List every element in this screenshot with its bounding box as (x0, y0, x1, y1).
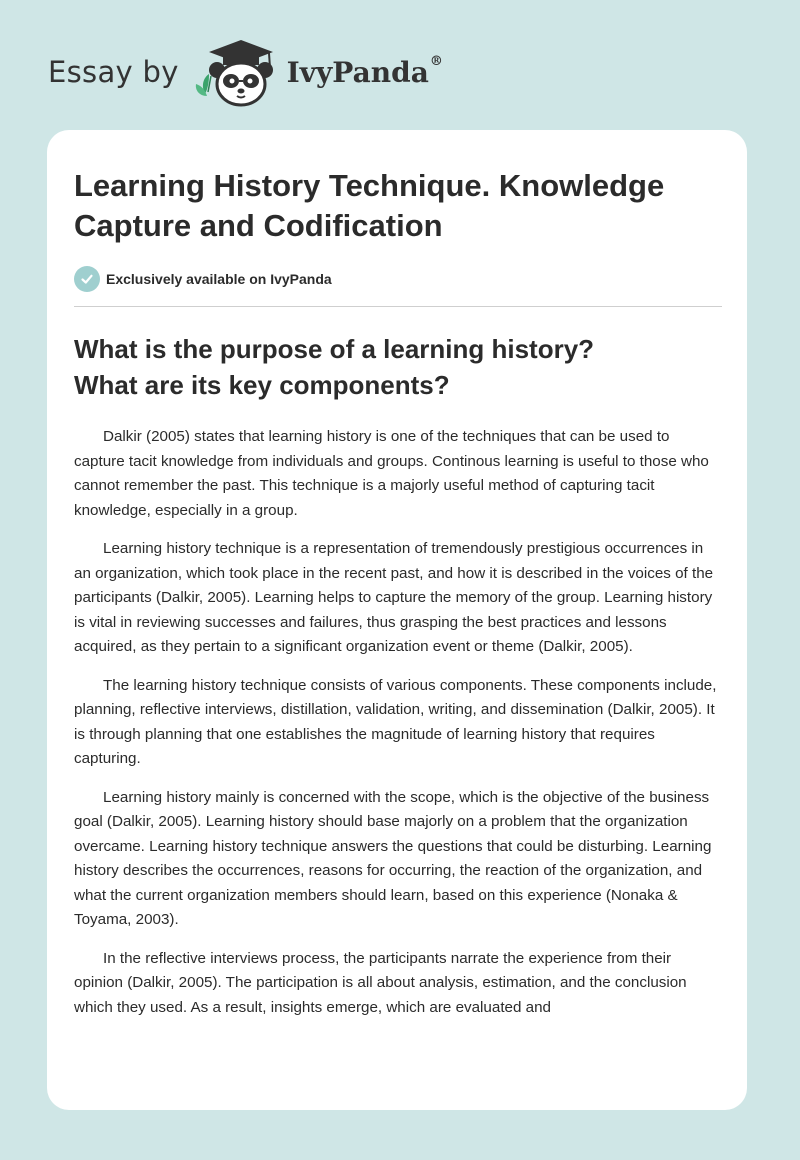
paragraph: Dalkir (2005) states that learning history is one of the techniques that can be used to capture tacit knowledge from individuals and groups. Continous learning is useful to those who cannot remember the past. This technique is a majorly useful method of capturing tacit knowledge, especially in a group. (74, 428, 709, 519)
paragraph: In the reflective interviews process, the participants narrate the experience from their opinion (Dalkir, 2005). The participation is all about analysis, estimation, and the conclusion which they used. As a result, insights emerge, which are evaluated and (74, 949, 687, 1016)
exclusive-label: Exclusively available on IvyPanda (106, 271, 332, 287)
panda-graduate-icon[interactable] (193, 36, 281, 108)
check-badge-icon (74, 266, 100, 292)
document-title-line-2: Capture and Codification (74, 208, 443, 243)
document-title (74, 166, 721, 246)
essay-by-label: Essay by (48, 55, 179, 89)
paragraph: Learning history mainly is concerned with the scope, which is the objective of the business goal (Dalkir, 2005). Learning history should base majorly on a problem that the organization overcame. Learning history technique answers the questions that could be disturbing. Learning history describes the occurrences, reasons for occurring, the reaction of the organization, and what the current organization members should learn, based on this experience (Nonaka & Toyama, 2003). (74, 788, 712, 928)
ivypanda-brand[interactable]: IvyPanda® (286, 54, 443, 89)
paragraph: The learning history technique consists of various components. These components include, planning, reflective interviews, distillation, validation, writing, and dissemination (Dalkir, 2005). It is through planning that one establishes the magnitude of learning history that requires capturing. (74, 676, 717, 767)
divider (74, 306, 722, 307)
section-heading-line-1: What is the purpose of a learning history? (74, 334, 595, 364)
section-heading-line-2: What are its key components? (74, 370, 450, 400)
exclusive-badge (74, 266, 721, 292)
essay-body (74, 425, 721, 1020)
paragraph: Learning history technique is a representation of tremendously prestigious occurrences in an organization, which took place in the recent past, and how it is described in the voices of the participants (Dalkir, 2005). Learning helps to capture the memory of the group. Learning history is vital in reviewing successes and failures, thus grasping the best practices and lessons acquired, as they pertain to a significant organization event or theme (Dalkir, 2005). (74, 540, 714, 655)
section-heading (74, 331, 721, 403)
registered-mark: ® (429, 54, 443, 70)
document-title-line-1: Learning History Technique. Knowledge (74, 168, 665, 203)
site-header (48, 36, 443, 108)
essay-card (47, 130, 747, 1110)
